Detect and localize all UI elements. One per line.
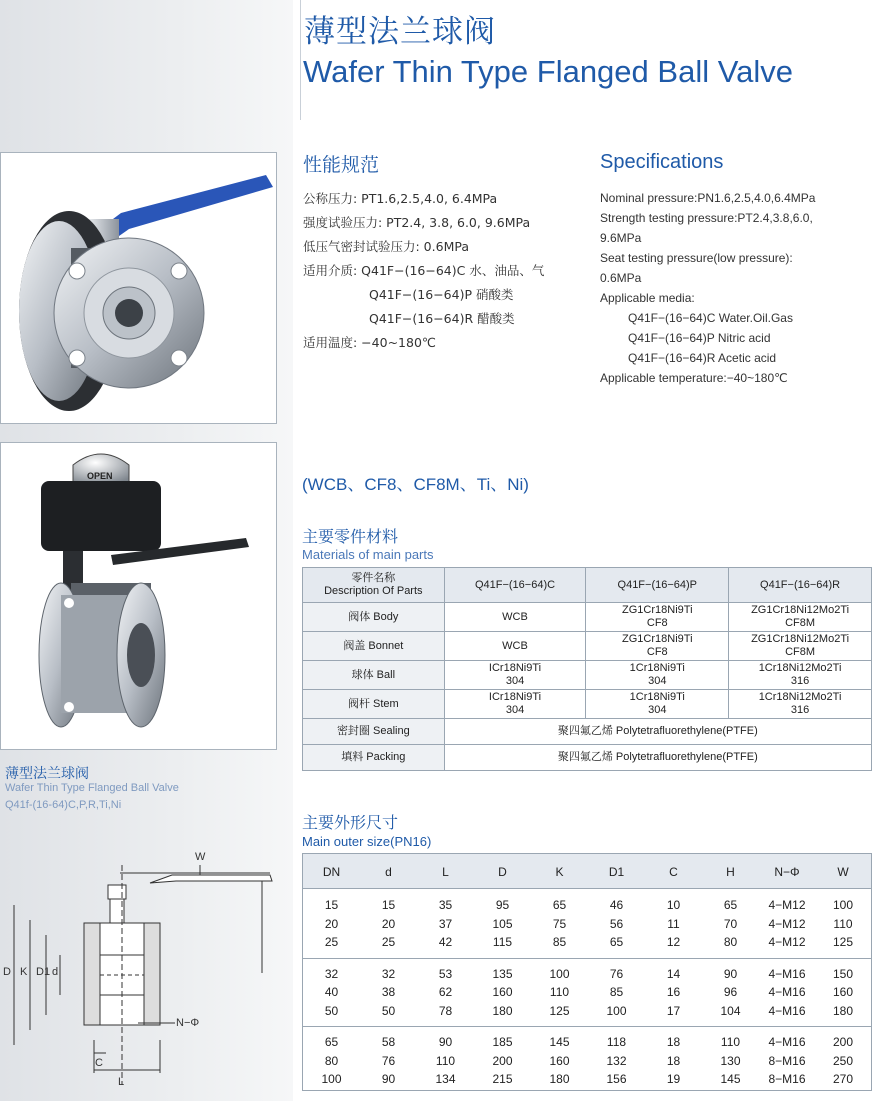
main-parts-heading-cn: 主要零件材料 xyxy=(302,527,399,546)
size-cell: 50 xyxy=(324,1003,339,1018)
dim-label-D1: D1 xyxy=(36,966,51,978)
part-name: 密封圈 Sealing xyxy=(303,719,445,745)
size-cell: 125 xyxy=(832,935,854,949)
header-model-p: Q41F−(16−64)P xyxy=(586,568,729,603)
dimension-drawing xyxy=(0,845,290,1095)
size-cell: 115 xyxy=(492,935,513,949)
table-row xyxy=(303,915,871,934)
size-cell: 37 xyxy=(438,916,453,931)
spec-line: Applicable temperature:−40~180℃ xyxy=(600,371,788,385)
part-name: 阀体 Body xyxy=(303,603,445,632)
performance-heading: 性能规范 xyxy=(303,154,380,176)
size-cell: 8−M16 xyxy=(768,1072,806,1086)
size-cell: 32 xyxy=(324,966,339,981)
spec-line: Nominal pressure:PN1.6,2.5,4.0,6.4MPa xyxy=(600,191,816,205)
size-col-header: N−Φ xyxy=(774,865,800,879)
size-cell: 150 xyxy=(832,966,854,981)
size-cell: 118 xyxy=(606,1035,627,1049)
performance-line: Q41F−(16−64)P 硝酸类 xyxy=(369,287,514,302)
size-cell: 4−M16 xyxy=(768,985,806,999)
materials-note: (WCB、CF8、CF8M、Ti、Ni) xyxy=(302,475,529,494)
performance-line: Q41F−(16−64)R 醋酸类 xyxy=(369,311,515,326)
table-row xyxy=(303,896,871,915)
size-col-header: D xyxy=(498,865,507,879)
size-cell: 180 xyxy=(549,1072,570,1086)
caption-title-cn: 薄型法兰球阀 xyxy=(5,766,89,782)
caption-title-en: Wafer Thin Type Flanged Ball Valve xyxy=(5,782,179,794)
dim-label-d: d xyxy=(52,966,59,978)
performance-line: 适用温度: −40~180℃ xyxy=(303,335,436,350)
size-cell: 78 xyxy=(438,1003,453,1018)
material-cell: 1Cr18Ni9Ti 304 xyxy=(586,690,729,719)
size-col-header: d xyxy=(385,865,392,879)
size-cell: 4−M16 xyxy=(768,1035,806,1049)
performance-line: 适用介质: Q41F−(16−64)C 水、油品、气 xyxy=(303,263,545,278)
size-cell: 19 xyxy=(666,1072,681,1086)
size-cell: 100 xyxy=(606,1003,627,1018)
size-cell: 4−M16 xyxy=(768,966,806,981)
size-cell: 185 xyxy=(492,1035,513,1049)
size-cell: 132 xyxy=(606,1053,627,1068)
size-cell: 100 xyxy=(321,1072,342,1086)
size-cell: 215 xyxy=(492,1072,513,1086)
size-cell: 90 xyxy=(438,1035,453,1049)
performance-line: 低压气密封试验压力: 0.6MPa xyxy=(303,239,469,254)
size-cell: 145 xyxy=(720,1072,741,1086)
size-cell: 76 xyxy=(609,966,624,981)
size-cell: 35 xyxy=(438,898,453,912)
material-cell: WCB xyxy=(444,632,586,661)
size-col-header: W xyxy=(837,865,849,879)
material-cell: 1Cr18Ni12Mo2Ti 316 xyxy=(729,690,872,719)
material-cell-span: 聚四氟乙烯 Polytetrafluorethylene(PTFE) xyxy=(444,745,871,771)
size-cell: 180 xyxy=(492,1003,513,1018)
size-cell: 25 xyxy=(324,935,339,949)
size-cell: 32 xyxy=(381,966,396,981)
valve-photo-lever xyxy=(0,152,277,424)
performance-list xyxy=(303,187,544,355)
outer-size-table xyxy=(303,854,871,1095)
size-cell: 50 xyxy=(381,1003,396,1018)
outer-size-heading-cn: 主要外形尺寸 xyxy=(302,813,399,832)
part-name: 填料 Packing xyxy=(303,745,445,771)
valve-photo-actuator xyxy=(0,442,277,750)
spec-line: 0.6MPa xyxy=(600,271,642,285)
size-cell: 110 xyxy=(435,1053,456,1068)
material-cell: WCB xyxy=(444,603,586,632)
performance-line: 公称压力: PT1.6,2.5,4.0, 6.4MPa xyxy=(303,191,498,206)
size-cell: 100 xyxy=(549,966,570,981)
size-cell: 16 xyxy=(666,985,681,999)
size-col-header: H xyxy=(726,865,735,879)
size-cell: 18 xyxy=(666,1053,681,1068)
dim-label-c: C xyxy=(95,1057,103,1069)
part-name: 球体 Ball xyxy=(303,661,445,690)
header-part xyxy=(303,568,445,603)
size-cell: 105 xyxy=(492,916,513,931)
material-cell: ZG1Cr18Ni9Ti CF8 xyxy=(586,632,729,661)
size-cell: 160 xyxy=(549,1053,570,1068)
table-row xyxy=(303,1033,871,1052)
part-name: 阀杆 Stem xyxy=(303,690,445,719)
dim-label-l: L xyxy=(118,1076,125,1088)
spec-line: Q41F−(16−64)C Water.Oil.Gas xyxy=(628,311,793,325)
table-header-row xyxy=(303,568,872,603)
outer-size-heading-en: Main outer size(PN16) xyxy=(302,834,432,849)
size-col-header: C xyxy=(669,865,678,879)
size-cell: 85 xyxy=(609,985,624,999)
dim-label-n-phi: N−Φ xyxy=(176,1017,200,1029)
material-cell: ICr18Ni9Ti 304 xyxy=(444,661,586,690)
group-spacer xyxy=(303,1089,871,1095)
size-cell: 125 xyxy=(549,1003,570,1018)
size-cell: 100 xyxy=(832,898,854,912)
size-cell: 160 xyxy=(832,985,854,999)
table-row xyxy=(303,719,872,745)
spec-line: Seat testing pressure(low pressure): xyxy=(600,251,793,265)
material-cell: ZG1Cr18Ni9Ti CF8 xyxy=(586,603,729,632)
size-cell: 56 xyxy=(609,916,624,931)
size-cell: 17 xyxy=(666,1003,681,1018)
page-title-en: Wafer Thin Type Flanged Ball Valve xyxy=(303,54,793,89)
material-cell: ICr18Ni9Ti 304 xyxy=(444,690,586,719)
size-cell: 8−M16 xyxy=(768,1053,806,1068)
size-cell: 53 xyxy=(438,966,453,981)
table-row xyxy=(303,1002,871,1021)
spec-line: Strength testing pressure:PT2.4,3.8,6.0, xyxy=(600,211,813,225)
page-title-cn: 薄型法兰球阀 xyxy=(304,14,496,50)
size-cell: 75 xyxy=(552,916,567,931)
size-cell: 4−M12 xyxy=(768,898,806,912)
size-cell: 250 xyxy=(832,1053,854,1068)
table-row xyxy=(303,690,872,719)
size-cell: 65 xyxy=(723,898,738,912)
size-cell: 80 xyxy=(324,1053,339,1068)
size-cell: 110 xyxy=(833,916,853,931)
title-divider xyxy=(300,0,301,120)
size-cell: 15 xyxy=(381,898,396,912)
size-cell: 200 xyxy=(492,1053,513,1068)
table-row xyxy=(303,603,872,632)
size-cell: 20 xyxy=(324,916,339,931)
size-cell: 14 xyxy=(666,966,681,981)
material-cell: ZG1Cr18Ni12Mo2Ti CF8M xyxy=(729,632,872,661)
size-cell: 80 xyxy=(723,935,738,949)
material-cell: ZG1Cr18Ni12Mo2Ti CF8M xyxy=(729,603,872,632)
main-parts-heading-en: Materials of main parts xyxy=(302,547,434,562)
size-cell: 110 xyxy=(720,1035,741,1049)
size-header-row xyxy=(303,854,871,890)
size-cell: 20 xyxy=(381,916,396,931)
part-name: 阀盖 Bonnet xyxy=(303,632,445,661)
size-cell: 96 xyxy=(723,985,738,999)
material-cell: 1Cr18Ni9Ti 304 xyxy=(586,661,729,690)
material-cell: 1Cr18Ni12Mo2Ti 316 xyxy=(729,661,872,690)
size-cell: 104 xyxy=(720,1003,741,1018)
lever-handle xyxy=(101,175,273,243)
specifications-heading: Specifications xyxy=(600,151,724,173)
size-cell: 65 xyxy=(609,935,624,949)
performance-line: 强度试验压力: PT2.4, 3.8, 6.0, 9.6MPa xyxy=(303,215,531,230)
table-row xyxy=(303,983,871,1002)
table-row xyxy=(303,965,871,984)
size-cell: 135 xyxy=(492,966,513,981)
size-cell: 134 xyxy=(435,1072,456,1086)
size-cell: 160 xyxy=(492,985,513,999)
size-cell: 38 xyxy=(381,985,396,999)
table-row xyxy=(303,745,872,771)
dim-label-K: K xyxy=(20,966,28,978)
open-indicator-label: OPEN xyxy=(87,471,113,481)
size-cell: 180 xyxy=(832,1003,854,1018)
size-cell: 70 xyxy=(723,916,738,931)
size-cell: 18 xyxy=(666,1035,681,1049)
size-col-header: L xyxy=(442,865,449,879)
dim-label-w: W xyxy=(195,851,206,863)
size-cell: 10 xyxy=(666,898,681,912)
size-cell: 12 xyxy=(666,935,681,949)
size-cell: 65 xyxy=(324,1035,339,1049)
size-cell: 90 xyxy=(381,1072,396,1086)
size-cell: 25 xyxy=(381,935,396,949)
size-cell: 42 xyxy=(438,935,453,949)
size-cell: 76 xyxy=(381,1053,396,1068)
size-cell: 65 xyxy=(552,898,567,912)
size-cell: 270 xyxy=(832,1072,854,1086)
specifications-list xyxy=(600,188,815,388)
size-col-header: K xyxy=(555,865,564,879)
size-cell: 110 xyxy=(549,985,570,999)
spec-line: 9.6MPa xyxy=(600,231,642,245)
table-row xyxy=(303,1052,871,1071)
material-cell-span: 聚四氟乙烯 Polytetrafluorethylene(PTFE) xyxy=(444,719,871,745)
spec-line: Q41F−(16−64)P Nitric acid xyxy=(628,331,771,345)
size-col-header: D1 xyxy=(608,865,625,879)
size-cell: 130 xyxy=(720,1053,741,1068)
header-model-c: Q41F−(16−64)C xyxy=(444,568,586,603)
table-row xyxy=(303,933,871,952)
size-cell: 40 xyxy=(324,985,339,999)
size-cell: 4−M16 xyxy=(768,1003,806,1018)
size-cell: 58 xyxy=(381,1035,396,1049)
spec-line: Q41F−(16−64)R Acetic acid xyxy=(628,351,777,365)
size-cell: 85 xyxy=(552,935,567,949)
size-cell: 95 xyxy=(495,898,510,912)
main-parts-table xyxy=(302,567,872,771)
size-cell: 90 xyxy=(723,966,738,981)
size-cell: 15 xyxy=(324,898,339,912)
header-part-cn: 零件名称 xyxy=(351,572,396,584)
size-col-header: DN xyxy=(322,865,341,879)
size-cell: 4−M12 xyxy=(768,916,806,931)
size-cell: 46 xyxy=(609,898,624,912)
group-spacer-cell xyxy=(303,1089,871,1095)
caption-model: Q41f-(16-64)C,P,R,Ti,Ni xyxy=(5,799,122,811)
size-cell: 11 xyxy=(667,916,680,931)
size-cell: 4−M12 xyxy=(768,935,806,949)
table-row xyxy=(303,1070,871,1089)
table-row xyxy=(303,632,872,661)
size-cell: 156 xyxy=(606,1072,627,1086)
size-cell: 145 xyxy=(549,1035,570,1049)
header-part-en: Description Of Parts xyxy=(324,585,423,597)
header-model-r: Q41F−(16−64)R xyxy=(729,568,872,603)
size-cell: 62 xyxy=(438,985,453,999)
table-row xyxy=(303,661,872,690)
spec-line: Applicable media: xyxy=(600,291,695,305)
size-cell: 200 xyxy=(832,1035,854,1049)
dim-label-D: D xyxy=(3,966,11,978)
